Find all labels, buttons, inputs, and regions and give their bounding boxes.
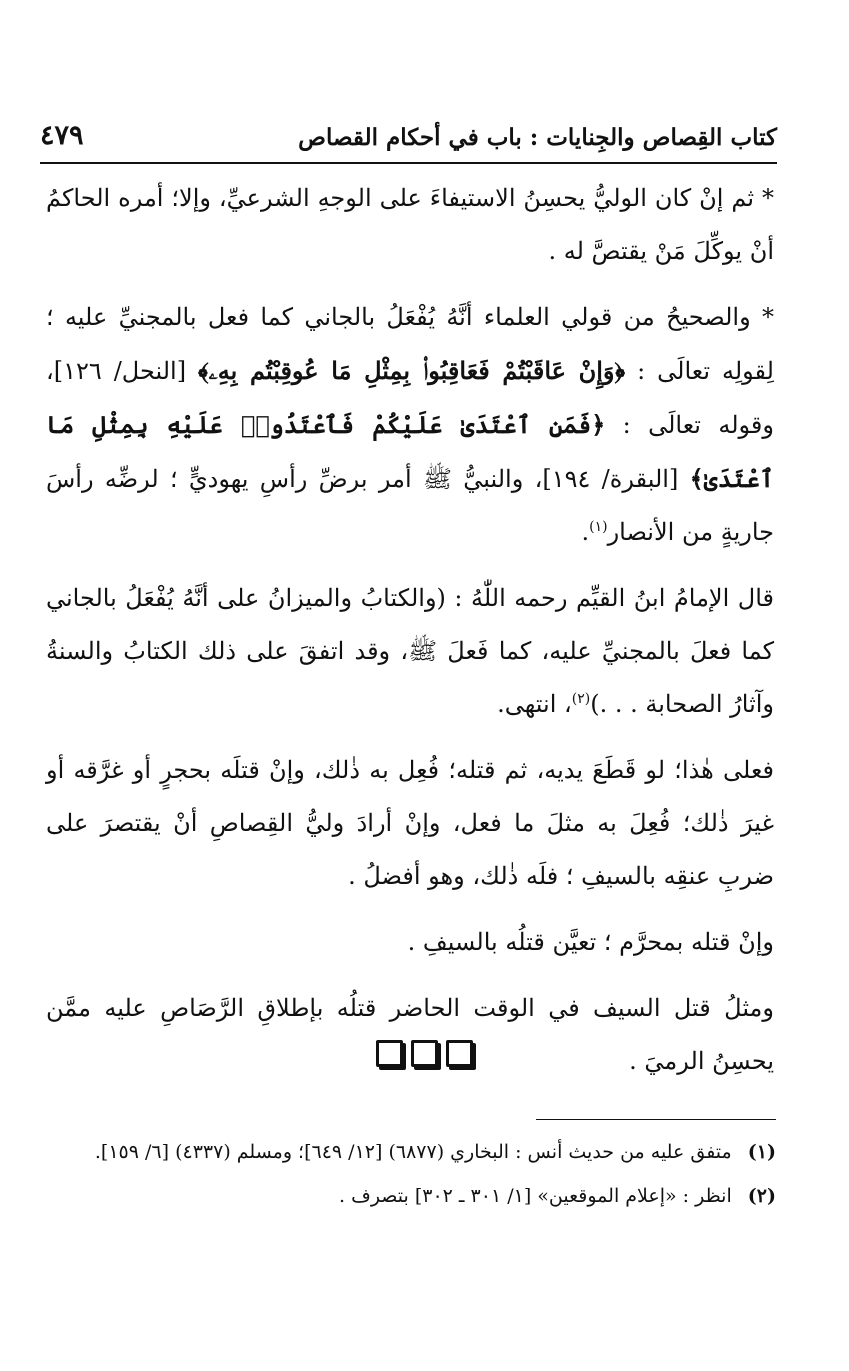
paragraph-2	[46, 291, 774, 559]
footnote-1	[24, 1133, 776, 1171]
page-header	[40, 118, 777, 164]
page-number: ٤٧٩	[40, 120, 84, 151]
quran-verse-2: ﴿فَمَنِ ٱعْتَدَىٰ عَلَيْكُمْ فَٱعْتَدُوا۟ عَلَيْهِ بِمِثْلِ مَا ٱعْتَدَىٰ﴾	[46, 410, 774, 493]
paragraph-3-text: قال الإمامُ ابنُ القيِّم رحمه اللّٰهُ : (والكتابُ والميزانُ على أنَّهُ يُفْعَلُ بالجاني كما فعلَ بالمجنيِّ عليه، كما فَعلَ ﷺ، وقد اتفقَ على ذلك الكتابُ والسنةُ وآثارُ الصحابة . . .)	[46, 584, 774, 718]
paragraph-2-end: .	[581, 518, 590, 546]
section-separator	[0, 1040, 849, 1067]
footnote-ref-2[interactable]: (٢)	[571, 691, 591, 707]
square-ornament-icon	[411, 1040, 438, 1067]
footnote-text: انظر : «إعلام الموقعين» [١/ ٣٠١ ـ ٣٠٢] بتصرف .	[339, 1185, 732, 1207]
quran-verse-1: ﴿وَإِنْ عَاقَبْتُمْ فَعَاقِبُوا۟ بِمِثْلِ مَا عُوقِبْتُم بِهِۦ﴾	[198, 356, 626, 385]
paragraph-3-end: ، انتهى.	[497, 690, 572, 718]
footnote-number: (١)	[747, 1141, 776, 1163]
paragraph-4: فعلى هٰذا؛ لو قَطَعَ يديه، ثم قتله؛ فُعِل به ذٰلك، وإنْ قتلَه بحجرٍ أو غرَّقه أو غيرَ ذٰلك؛ فُعِلَ به مثلَ ما فعل، وإنْ أرادَ وليُّ القِصاصِ أنْ يقتصرَ على ضربِ عنقِه بالسيفِ ؛ فلَه ذٰلك، وهو أفضلُ .	[46, 756, 774, 890]
paragraph-2-text-a: * والصحيحُ من قولي العلماء أنَّهُ يُفْعَلُ بالجاني كما فعل بالمجنيِّ عليه ؛ لِقولِه تعالَى :	[46, 303, 774, 385]
paragraph-3	[46, 572, 774, 731]
square-ornament-icon	[376, 1040, 403, 1067]
paragraph-2-text-c: [البقرة/ ١٩٤]، والنبيُّ ﷺ أمر برضِّ رأسِ يهوديٍّ ؛ لرضِّه رأسَ جاريةٍ من الأنصار	[46, 465, 774, 546]
footnote-ref-1[interactable]: (١)	[589, 519, 608, 535]
footnote-text: متفق عليه من حديث أنس : البخاري (٦٨٧٧) [١٢/ ٦٤٩]؛ ومسلم (٤٣٣٧) [٦/ ١٥٩].	[94, 1141, 732, 1163]
running-title: كتاب القِصاص والجِنايات : باب في أحكام القصاص	[298, 124, 777, 151]
footnote-divider	[536, 1119, 776, 1120]
footnote-number: (٢)	[747, 1185, 776, 1207]
paragraph-1: * ثم إنْ كان الوليُّ يحسِنُ الاستيفاءَ على الوجهِ الشرعيِّ، وإلا؛ أمره الحاكمُ أنْ يوكِّلَ مَنْ يقتصَّ له .	[46, 184, 774, 265]
paragraph-2-text-b: [النحل/ ١٢٦]، وقوله تعالَى :	[46, 357, 774, 439]
footnotes	[24, 1133, 776, 1221]
footnote-2	[24, 1177, 776, 1215]
square-ornament-icon	[446, 1040, 473, 1067]
paragraph-5: وإنْ قتله بمحرَّم ؛ تعيَّن قتلُه بالسيفِ .	[407, 928, 774, 956]
page-body	[46, 172, 774, 1101]
paragraph-6: ومثلُ قتل السيف في الوقت الحاضر قتلُه بإطلاقِ الرَّصَاصِ عليه ممَّن يحسِنُ الرميَ .	[46, 994, 775, 1075]
